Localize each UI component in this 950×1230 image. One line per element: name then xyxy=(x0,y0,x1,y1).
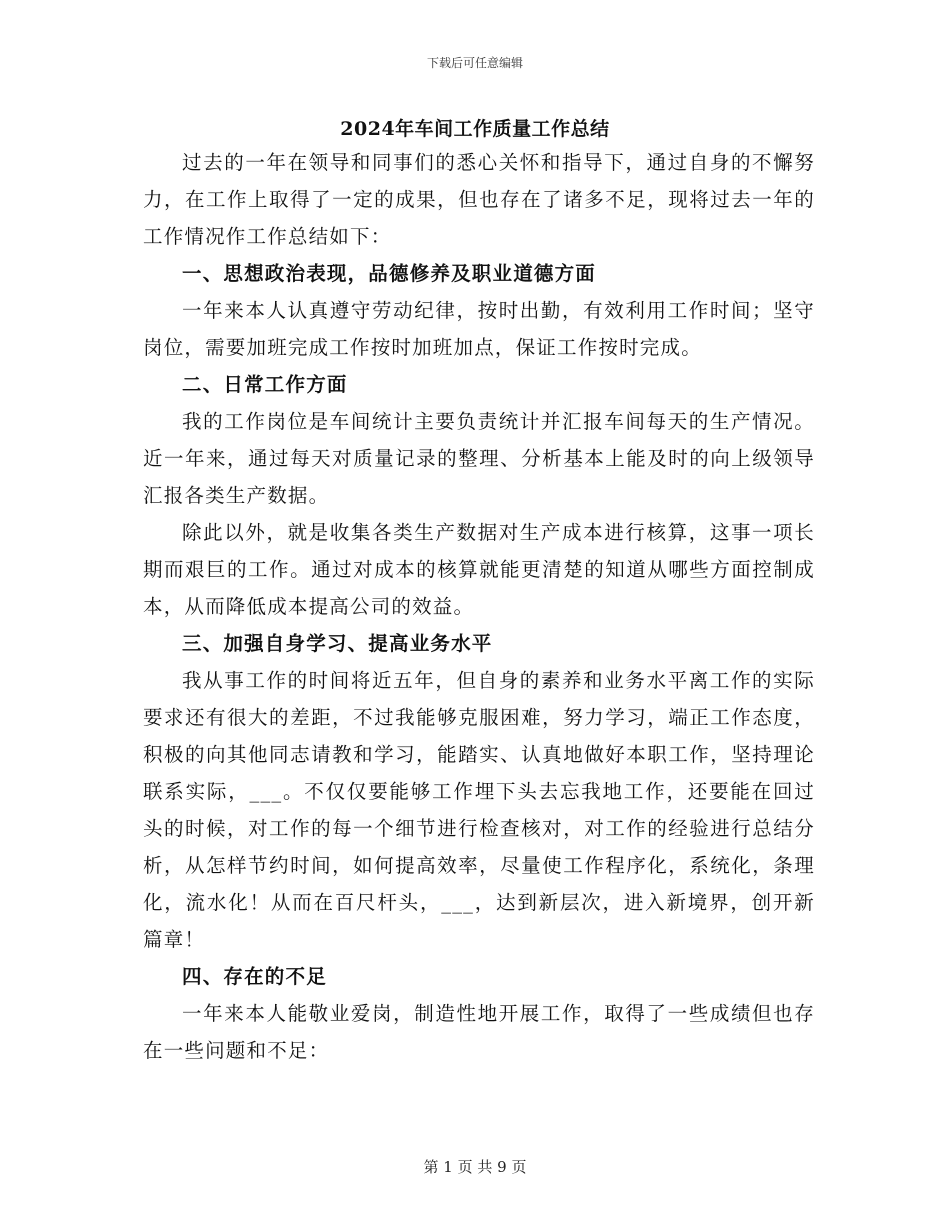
section3-paragraph-1: 我从事工作的时间将近五年，但自身的素养和业务水平离工作的实际要求还有很大的差距，不过我能够克服困难，努力学习，端正工作态度，积极的向其他同志请教和学习，能踏实、认真地做好本职工作，坚持理论联系实际，___。不仅仅要能够工作埋下头去忘我地工作，还要能在回过头的时候，对工作的每一个细节进行检查核对，对工作的经验进行总结分析，从怎样节约时间，如何提高效率，尽量使工作程序化，系统化，条理化，流水化！从而在百尺杆头，___，达到新层次，进入新境界，创开新篇章！ xyxy=(143,669,815,951)
section-heading-2: 二、日常工作方面 xyxy=(182,373,348,396)
section-heading-3: 三、加强自身学习、提高业务水平 xyxy=(182,632,493,655)
document-body xyxy=(143,144,815,1069)
section-heading-4: 四、存在的不足 xyxy=(182,965,327,988)
section4-paragraph-1: 一年来本人能敬业爱岗，制造性地开展工作，取得了一些成绩但也存在一些问题和不足： xyxy=(143,1002,815,1062)
section1-paragraph-1: 一年来本人认真遵守劳动纪律，按时出勤，有效利用工作时间；坚守岗位，需要加班完成工作按时加班加点，保证工作按时完成。 xyxy=(143,299,815,359)
page-number: 第 1 页 共 9 页 xyxy=(423,1158,527,1176)
section2-paragraph-2: 除此以外，就是收集各类生产数据对生产成本进行核算，这事一项长期而艰巨的工作。通过对成本的核算就能更清楚的知道从哪些方面控制成本，从而降低成本提高公司的效益。 xyxy=(143,521,815,618)
header-note: 下载后可任意编辑 xyxy=(426,56,523,70)
section2-paragraph-1: 我的工作岗位是车间统计主要负责统计并汇报车间每天的生产情况。近一年来，通过每天对质量记录的整理、分析基本上能及时的向上级领导汇报各类生产数据。 xyxy=(143,410,815,507)
intro-paragraph: 过去的一年在领导和同事们的悉心关怀和指导下，通过自身的不懈努力，在工作上取得了一定的成果，但也存在了诸多不足，现将过去一年的工作情况作工作总结如下： xyxy=(143,151,815,248)
document-title: 2024年车间工作质量工作总结 xyxy=(340,118,610,140)
section-heading-1: 一、思想政治表现，品德修养及职业道德方面 xyxy=(182,262,597,285)
